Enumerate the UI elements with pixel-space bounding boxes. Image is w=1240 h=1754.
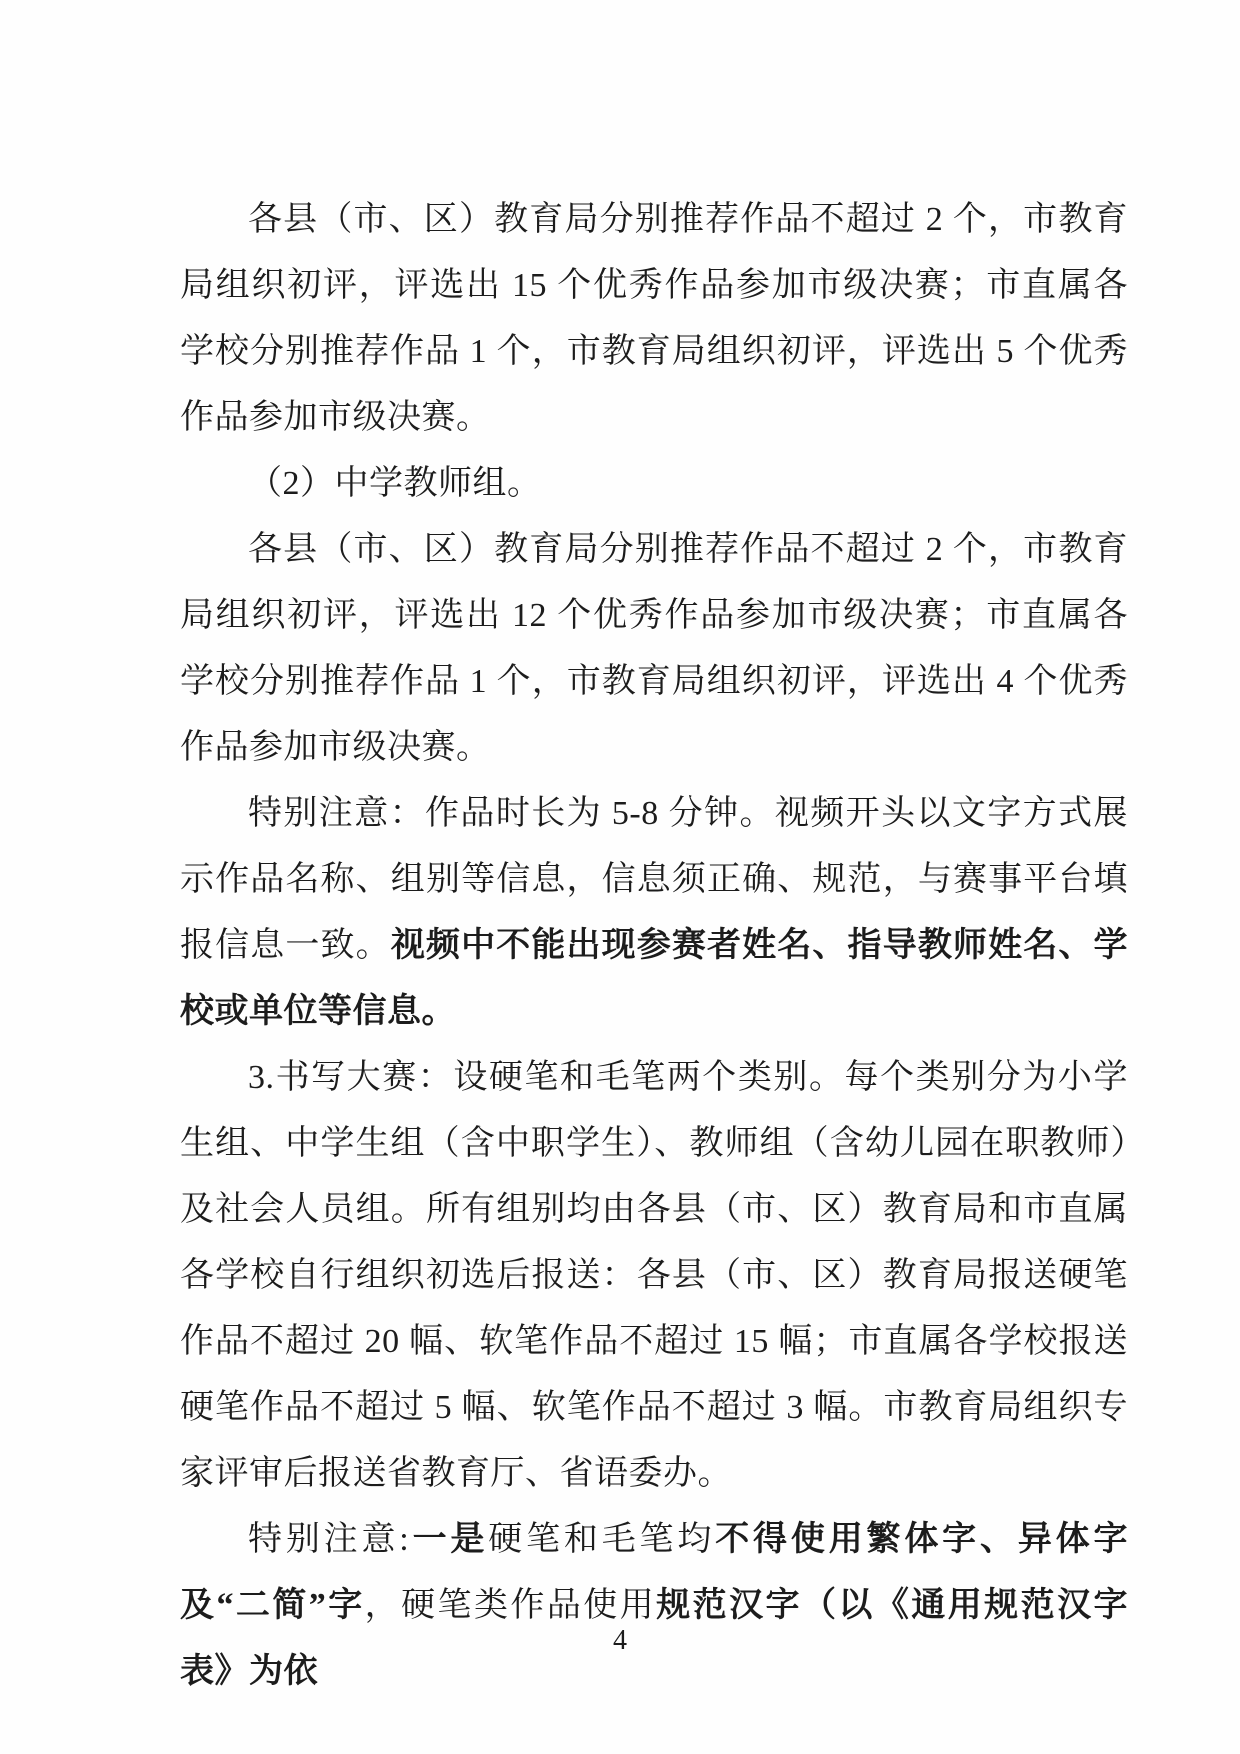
text-run: ，硬笔类作品使用 bbox=[364, 1587, 657, 1624]
page-number: 4 bbox=[613, 1625, 627, 1656]
text-run: 特别注意：作品时长为 5-8 分钟。视频开头以文字方式展示作品名称、组别等信息，信息须正确、规范，与赛事平台填报信息一致。 bbox=[180, 795, 1128, 964]
para-quota-group-1 bbox=[180, 187, 1128, 451]
para-writing-contest bbox=[180, 1045, 1128, 1507]
para-quota-group-2 bbox=[180, 517, 1128, 781]
document-body bbox=[180, 187, 1128, 1705]
text-run: 硬笔和毛笔均 bbox=[488, 1521, 716, 1558]
text-run: 特别注意: bbox=[248, 1521, 410, 1558]
bold-text-run: 视频中不能出现参赛者姓名、指导教师姓名、学校或单位等信息。 bbox=[180, 927, 1129, 1030]
bold-text-run: 一是 bbox=[409, 1521, 489, 1558]
text-run: 3.书写大赛：设硬笔和毛笔两个类别。每个类别分为小学生组、中学生组（含中职学生）、教师组（含幼儿园在职教师）及社会人员组。所有组别均由各县（市、区）教育局和市直属各学校自行组织初选后报送：各县（市、区）教育局报送硬笔作品不超过 20 幅、软笔作品不超过 15 幅；市直属各学校报送硬笔作品不超过 5 幅、软笔作品不超过 3 幅。市教育局组织专家评审后报送省教育厅、省语委办。 bbox=[180, 1059, 1128, 1492]
para-special-note-writing bbox=[180, 1507, 1128, 1705]
para-special-note-video bbox=[180, 781, 1128, 1045]
bold-text-run: 规范汉字（以《通用规范汉字表》为依 bbox=[180, 1587, 1129, 1690]
text-run: （2）中学教师组。 bbox=[248, 465, 542, 502]
para-group-2-heading bbox=[180, 451, 1128, 517]
bold-text-run: 不得使用繁体字、异体字及“二简”字 bbox=[180, 1521, 1128, 1624]
text-run: 各县（市、区）教育局分别推荐作品不超过 2 个，市教育局组织初评，评选出 15 个优秀作品参加市级决赛；市直属各学校分别推荐作品 1 个，市教育局组织初评，评选出 5 个优秀作品参加市级决赛。 bbox=[180, 201, 1128, 436]
text-run: 各县（市、区）教育局分别推荐作品不超过 2 个，市教育局组织初评，评选出 12 个优秀作品参加市级决赛；市直属各学校分别推荐作品 1 个，市教育局组织初评，评选出 4 个优秀作品参加市级决赛。 bbox=[180, 531, 1128, 766]
